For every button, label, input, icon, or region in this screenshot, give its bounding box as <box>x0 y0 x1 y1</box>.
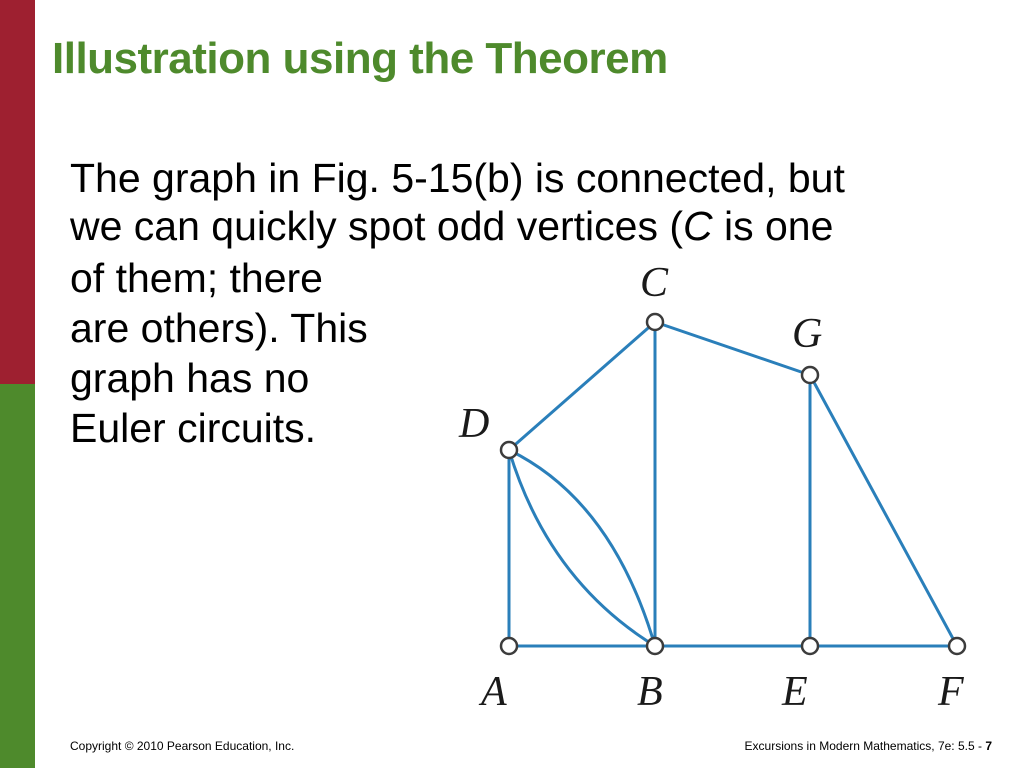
body-line-5: graph has no <box>70 355 310 401</box>
edge-d-b-lower <box>509 450 655 646</box>
body-line-6: Euler circuits. <box>70 405 317 451</box>
footer-source <box>745 739 992 753</box>
vertex-label-c: C <box>640 260 669 306</box>
edge-g-f <box>810 375 957 646</box>
vertex-label-b: B <box>637 669 663 715</box>
vertex-e <box>802 638 818 654</box>
body-line-3: of them; there <box>70 255 323 301</box>
vertex-label-d: D <box>459 401 490 447</box>
body-line-2-start: we can quickly spot odd vertices ( <box>70 203 683 249</box>
vertex-a <box>501 638 517 654</box>
body-line-1: The graph in Fig. 5-15(b) is connected, but <box>70 155 845 201</box>
vertex-d <box>501 442 517 458</box>
slide-title: Illustration using the Theorem <box>52 34 668 83</box>
vertex-f <box>949 638 965 654</box>
vertex-label-f: F <box>938 669 964 715</box>
vertex-b <box>647 638 663 654</box>
body-line-4: are others). This <box>70 305 368 351</box>
body-line-2-vertex-c: C <box>683 203 713 249</box>
footer-copyright: Copyright © 2010 Pearson Education, Inc. <box>70 739 295 753</box>
edge-d-b-upper <box>509 450 655 646</box>
edge-d-c <box>509 322 655 450</box>
vertex-label-e: E <box>782 669 808 715</box>
footer-source-text: Excursions in Modern Mathematics, 7e: 5.5 - <box>744 739 986 753</box>
body-line-2-end: is one <box>712 203 834 249</box>
vertex-label-a: A <box>481 669 507 715</box>
edge-c-g <box>655 322 810 375</box>
vertex-label-g: G <box>792 311 823 357</box>
vertex-c <box>647 314 663 330</box>
footer-page-number: 7 <box>985 739 992 753</box>
vertex-g <box>802 367 818 383</box>
